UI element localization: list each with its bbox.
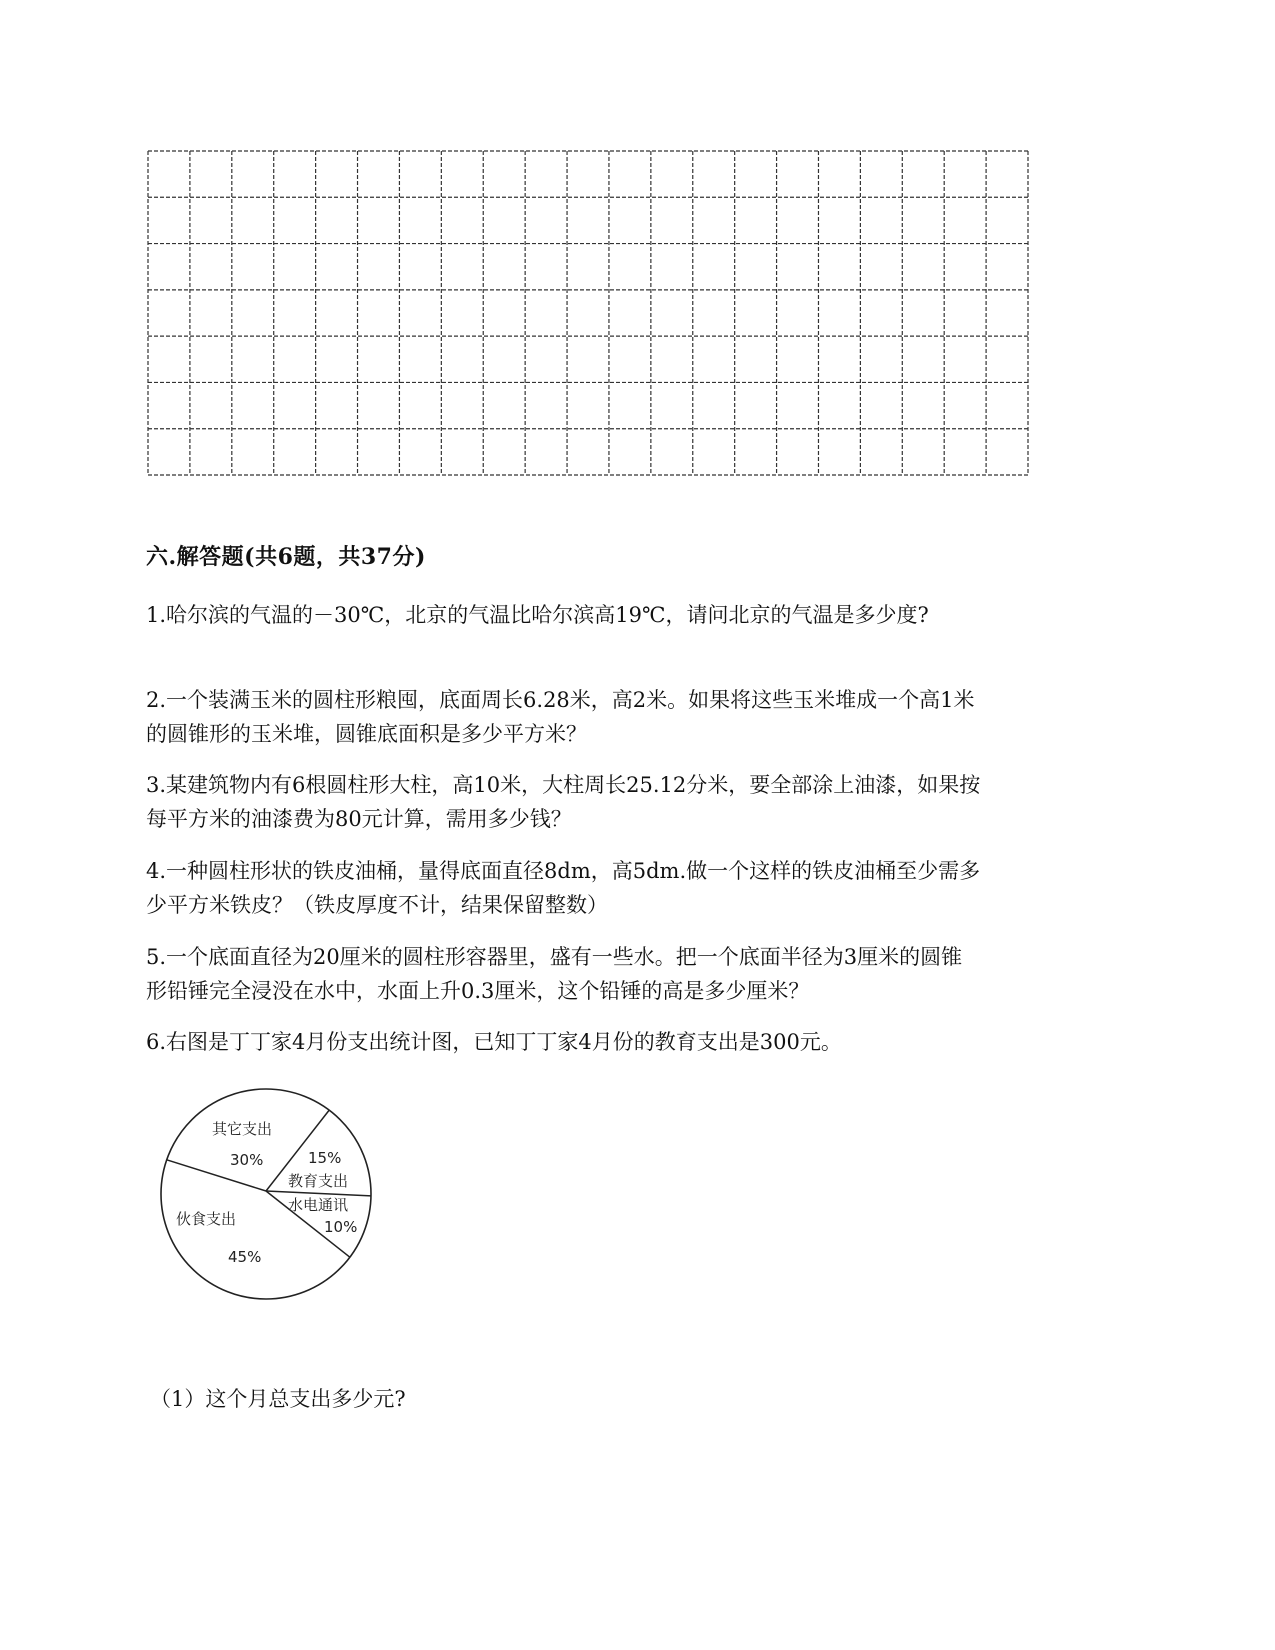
slice-label-food: 伙食支出 [176, 1210, 237, 1228]
answer-grid-lines [147, 150, 1029, 476]
question-2 [146, 683, 1066, 751]
question-1-line-1: 1.哈尔滨的气温的－30℃，北京的气温比哈尔滨高19℃，请问北京的气温是多少度? [146, 603, 929, 627]
slice-percent-food: 45% [228, 1248, 262, 1266]
question-2-line-1: 2.一个装满玉米的圆柱形粮囤，底面周长6.28米，高2米。如果将这些玉米堆成一个高1米 [146, 688, 975, 712]
question-6-line-1: 6.右图是丁丁家4月份支出统计图，已知丁丁家4月份的教育支出是300元。 [146, 1030, 842, 1054]
question-3-line-2: 每平方米的油漆费为80元计算，需用多少钱？ [146, 807, 572, 831]
slice-percent-education: 15% [308, 1149, 342, 1167]
slice-percent-utilities: 10% [324, 1218, 358, 1236]
answer-grid [147, 150, 1029, 480]
slice-label-utilities: 水电通讯 [288, 1196, 349, 1214]
question-1 [146, 598, 1066, 632]
question-3 [146, 768, 1066, 836]
question-2-line-2: 的圆锥形的玉米堆，圆锥底面积是多少平方米？ [146, 722, 587, 746]
question-4 [146, 854, 1066, 922]
question-3-line-1: 3.某建筑物内有6根圆柱形大柱，高10米，大柱周长25.12分米，要全部涂上油漆，如果按 [146, 773, 981, 797]
slice-label-other: 其它支出 [212, 1120, 273, 1138]
pie-chart-svg [154, 1088, 378, 1302]
expense-pie-chart [154, 1088, 378, 1306]
question-5-line-2: 形铅锤完全浸没在水中，水面上升0.3厘米，这个铅锤的高是多少厘米？ [146, 979, 810, 1003]
section-title: 六.解答题(共6题，共37分) [146, 544, 426, 570]
question-6 [146, 1025, 1066, 1059]
question-5-line-1: 5.一个底面直径为20厘米的圆柱形容器里，盛有一些水。把一个底面半径为3厘米的圆锥 [146, 945, 963, 969]
question-4-line-1: 4.一种圆柱形状的铁皮油桶，量得底面直径8dm，高5dm.做一个这样的铁皮油桶至少需多 [146, 859, 981, 883]
sub-question-1: （1）这个月总支出多少元? [150, 1387, 406, 1411]
slice-label-education: 教育支出 [288, 1172, 349, 1190]
question-4-line-2: 少平方米铁皮？（铁皮厚度不计，结果保留整数） [146, 893, 608, 917]
slice-percent-other: 30% [230, 1151, 264, 1169]
question-5 [146, 940, 1066, 1008]
